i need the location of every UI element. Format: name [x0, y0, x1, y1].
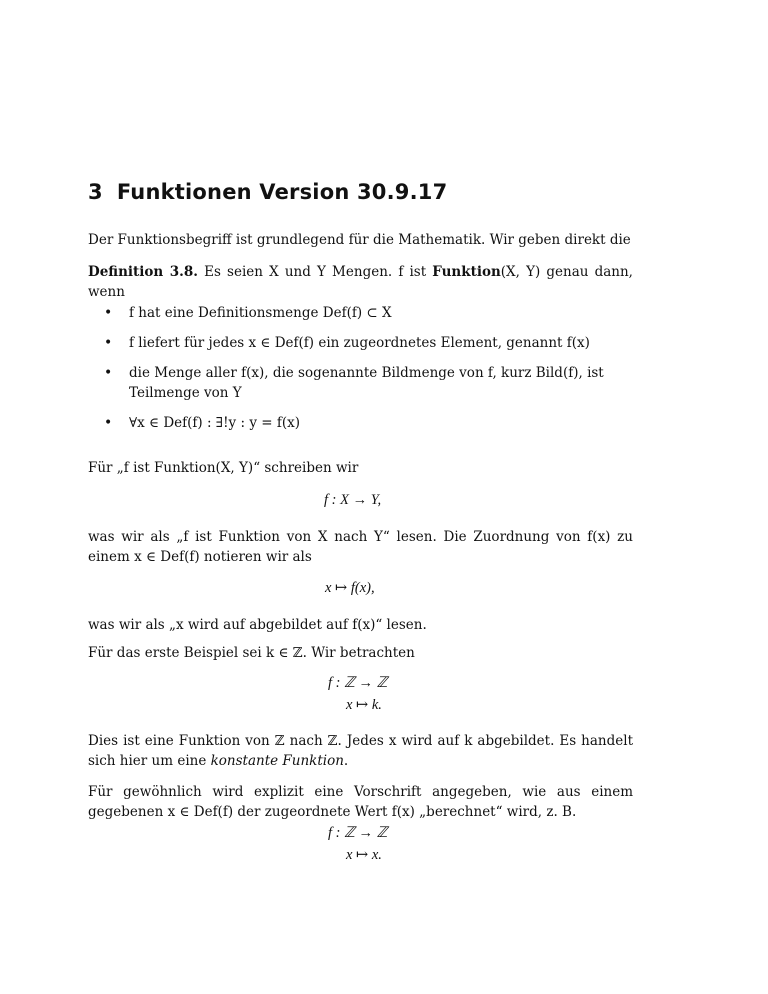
paragraph-reading-assignment: was wir als „x wird auf abgebildet auf f(x)“ lesen.	[88, 617, 427, 633]
list-item: • ∀x ∈ Def(f) : ∃!y : y = f(x)	[104, 413, 634, 433]
formula-line: x ↦ x.	[346, 847, 382, 863]
display-formula-identity-function	[328, 825, 468, 869]
formula-line: f : ℤ → ℤ	[328, 675, 388, 691]
formula-line: x ↦ k.	[346, 697, 382, 713]
list-item: • f hat eine Definitionsmenge Def(f) ⊂ X	[104, 303, 634, 323]
definition-term: Funktion	[432, 264, 501, 280]
section-number: 3	[88, 180, 103, 204]
section-heading	[88, 180, 447, 204]
definition-conditions-list	[104, 303, 634, 443]
paragraph-constant-function	[88, 731, 633, 771]
list-item: • f liefert für jedes x ∈ Def(f) ein zugeordnetes Element, genannt f(x)	[104, 333, 634, 353]
display-formula-constant-function	[328, 675, 468, 719]
constant-function-emphasis: konstante Funktion	[210, 753, 344, 769]
paragraph-explicit-rule: Für gewöhnlich wird explizit eine Vorschrift angegeben, wie aus einem gegebenen x ∈ Def(f) der zugeordnete Wert f(x) „berechnet“ wird, z. B.	[88, 784, 633, 820]
constant-function-text: Dies ist eine Funktion von ℤ nach ℤ. Jedes x wird auf k abgebildet. Es handelt sich hier um eine	[88, 733, 633, 769]
paragraph-example-intro: Für das erste Beispiel sei k ∈ ℤ. Wir betrachten	[88, 645, 415, 661]
section-title: Funktionen Version 30.9.17	[116, 180, 448, 204]
formula-line: f : ℤ → ℤ	[328, 825, 388, 841]
definition-text-after: (X, Y) genau dann, wenn	[88, 264, 633, 300]
display-formula-mapping: f : X → Y,	[324, 492, 382, 508]
paragraph-notation: Für „f ist Funktion(X, Y)“ schreiben wir	[88, 460, 359, 476]
intro-paragraph: Der Funktionsbegriff ist grundlegend für die Mathematik. Wir geben direkt die	[88, 232, 631, 248]
display-formula-assignment: x ↦ f(x),	[325, 580, 375, 596]
definition-text-before: Es seien X und Y Mengen. f ist	[204, 264, 433, 280]
definition-label: Definition 3.8.	[88, 264, 198, 280]
list-item: • die Menge aller f(x), die sogenannte Bildmenge von f, kurz Bild(f), ist Teilmenge von Y	[104, 363, 634, 403]
constant-function-end: .	[343, 753, 349, 769]
definition-paragraph	[88, 262, 633, 302]
paragraph-reading: was wir als „f ist Funktion von X nach Y“ lesen. Die Zuordnung von f(x) zu einem x ∈ Def(f) notieren wir als	[88, 529, 633, 565]
